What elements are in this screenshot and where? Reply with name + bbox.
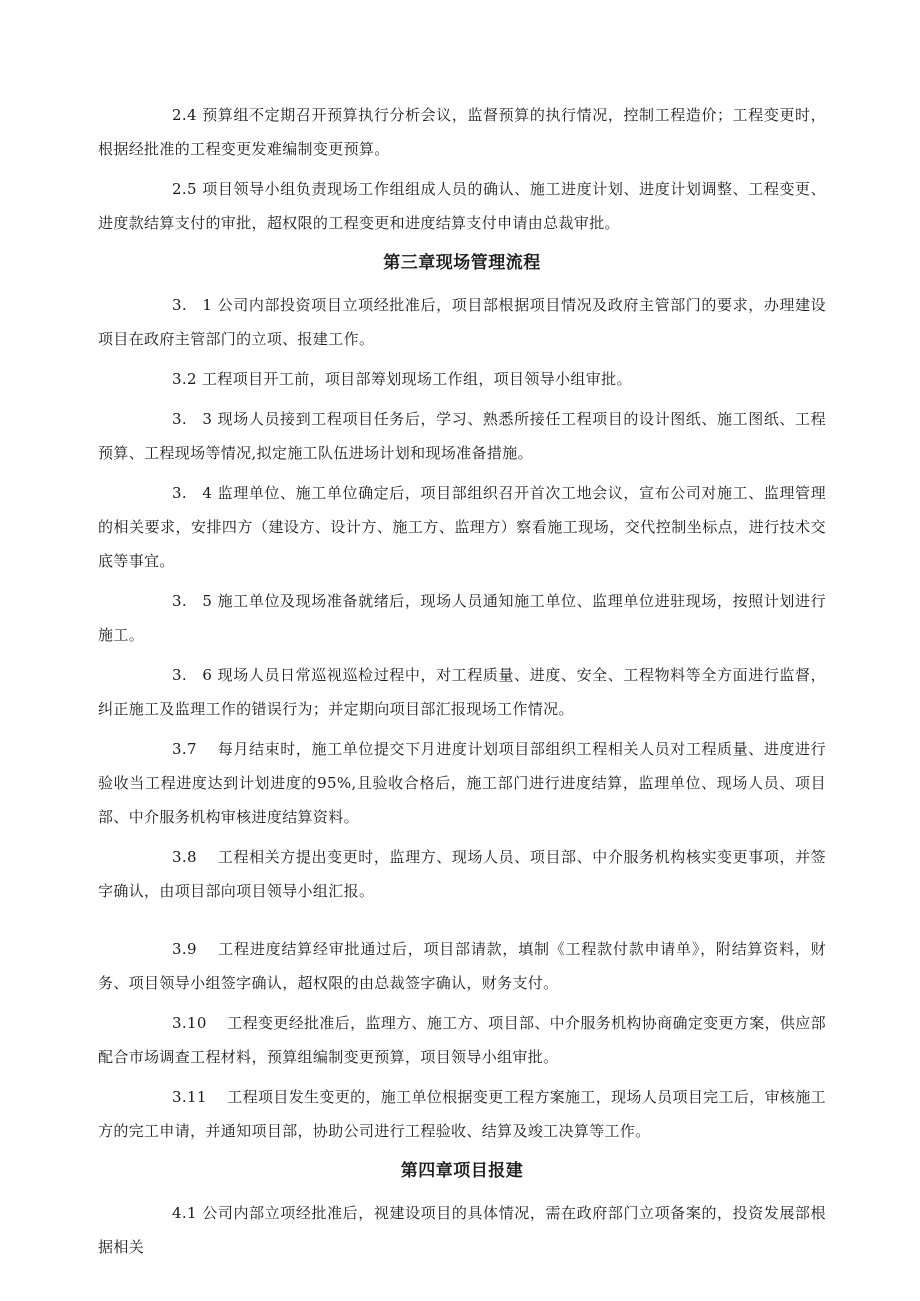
paragraph-2-5 — [98, 172, 826, 240]
clause-text: 每月结束时，施工单位提交下月进度计划项目部组织工程相关人员对工程质量、进度进行验收当工程进度达到计划进度的95%,且验收合格后，施工部门进行进度结算，监理单位、现场人员、项目部、中介服务机构审核进度结算资料。 — [98, 740, 826, 826]
clause-number: 3.9 — [172, 940, 197, 958]
clause-number: 3. 1 — [172, 296, 213, 314]
paragraph-spacer — [98, 914, 826, 932]
clause-text: 现场人员日常巡视巡检过程中，对工程质量、进度、安全、工程物料等全方面进行监督，纠正施工及监理工作的错误行为；并定期向项目部汇报现场工作情况。 — [98, 666, 826, 718]
clause-number: 3.11 — [172, 1088, 207, 1106]
clause-text: 工程项目开工前，项目部筹划现场工作组，项目领导小组审批。 — [202, 370, 632, 388]
paragraph-2-4 — [98, 98, 826, 166]
clause-number: 2.4 — [172, 106, 197, 124]
paragraph-3-10 — [98, 1006, 826, 1074]
paragraph-3-2 — [98, 362, 826, 396]
clause-text: 工程相关方提出变更时，监理方、现场人员、项目部、中介服务机构核实变更事项，并签字确认，由项目部向项目领导小组汇报。 — [98, 848, 826, 900]
clause-number: 3. 3 — [172, 410, 213, 428]
clause-text: 工程变更经批准后，监理方、施工方、项目部、中介服务机构协商确定变更方案，供应部配合市场调查工程材料，预算组编制变更预算，项目领导小组审批。 — [98, 1014, 826, 1066]
clause-number: 2.5 — [172, 180, 197, 198]
clause-number: 3.2 — [172, 370, 197, 388]
clause-number: 4.1 — [172, 1204, 197, 1222]
paragraph-3-4 — [98, 476, 826, 578]
chapter-4-title: 第四章项目报建 — [400, 1161, 524, 1181]
paragraph-3-5 — [98, 584, 826, 652]
clause-number: 3.8 — [172, 848, 197, 866]
paragraph-3-8 — [98, 840, 826, 908]
paragraph-4-1 — [98, 1196, 826, 1264]
clause-text: 项目领导小组负责现场工作组组成人员的确认、施工进度计划、进度计划调整、工程变更、进度款结算支付的审批，超权限的工程变更和进度结算支付申请由总裁审批。 — [98, 180, 826, 232]
clause-number: 3. 4 — [172, 484, 213, 502]
paragraph-3-7 — [98, 732, 826, 834]
clause-text: 预算组不定期召开预算执行分析会议，监督预算的执行情况，控制工程造价；工程变更时，根据经批准的工程变更发难编制变更预算。 — [98, 106, 826, 158]
clause-number: 3. 5 — [172, 592, 213, 610]
clause-text: 现场人员接到工程项目任务后，学习、熟悉所接任工程项目的设计图纸、施工图纸、工程预算、工程现场等情况,拟定施工队伍进场计划和现场准备措施。 — [98, 410, 826, 462]
paragraph-3-9 — [98, 932, 826, 1000]
clause-text: 工程进度结算经审批通过后，项目部请款，填制《工程款付款申请单》，附结算资料，财务、项目领导小组签字确认，超权限的由总裁签字确认，财务支付。 — [98, 940, 826, 992]
clause-text: 公司内部投资项目立项经批准后，项目部根据项目情况及政府主管部门的要求，办理建设项目在政府主管部门的立项、报建工作。 — [98, 296, 826, 348]
paragraph-3-11 — [98, 1080, 826, 1148]
clause-text: 施工单位及现场准备就绪后，现场人员通知施工单位、监理单位进驻现场，按照计划进行施工。 — [98, 592, 826, 644]
clause-number: 3.10 — [172, 1014, 207, 1032]
clause-text: 工程项目发生变更的，施工单位根据变更工程方案施工，现场人员项目完工后，审核施工方的完工申请，并通知项目部，协助公司进行工程验收、结算及竣工决算等工作。 — [98, 1088, 826, 1140]
clause-number: 3.7 — [172, 740, 197, 758]
paragraph-3-1 — [98, 288, 826, 356]
chapter-3-title: 第三章现场管理流程 — [383, 253, 541, 273]
clause-text: 公司内部立项经批准后，视建设项目的具体情况，需在政府部门立项备案的，投资发展部根据相关 — [98, 1204, 826, 1256]
clause-text: 监理单位、施工单位确定后，项目部组织召开首次工地会议，宣布公司对施工、监理管理的相关要求，安排四方（建设方、设计方、施工方、监理方）察看施工现场，交代控制坐标点，进行技术交底等事宜。 — [98, 484, 826, 570]
document-page — [98, 98, 826, 1270]
paragraph-3-3 — [98, 402, 826, 470]
clause-number: 3. 6 — [172, 666, 213, 684]
paragraph-3-6 — [98, 658, 826, 726]
